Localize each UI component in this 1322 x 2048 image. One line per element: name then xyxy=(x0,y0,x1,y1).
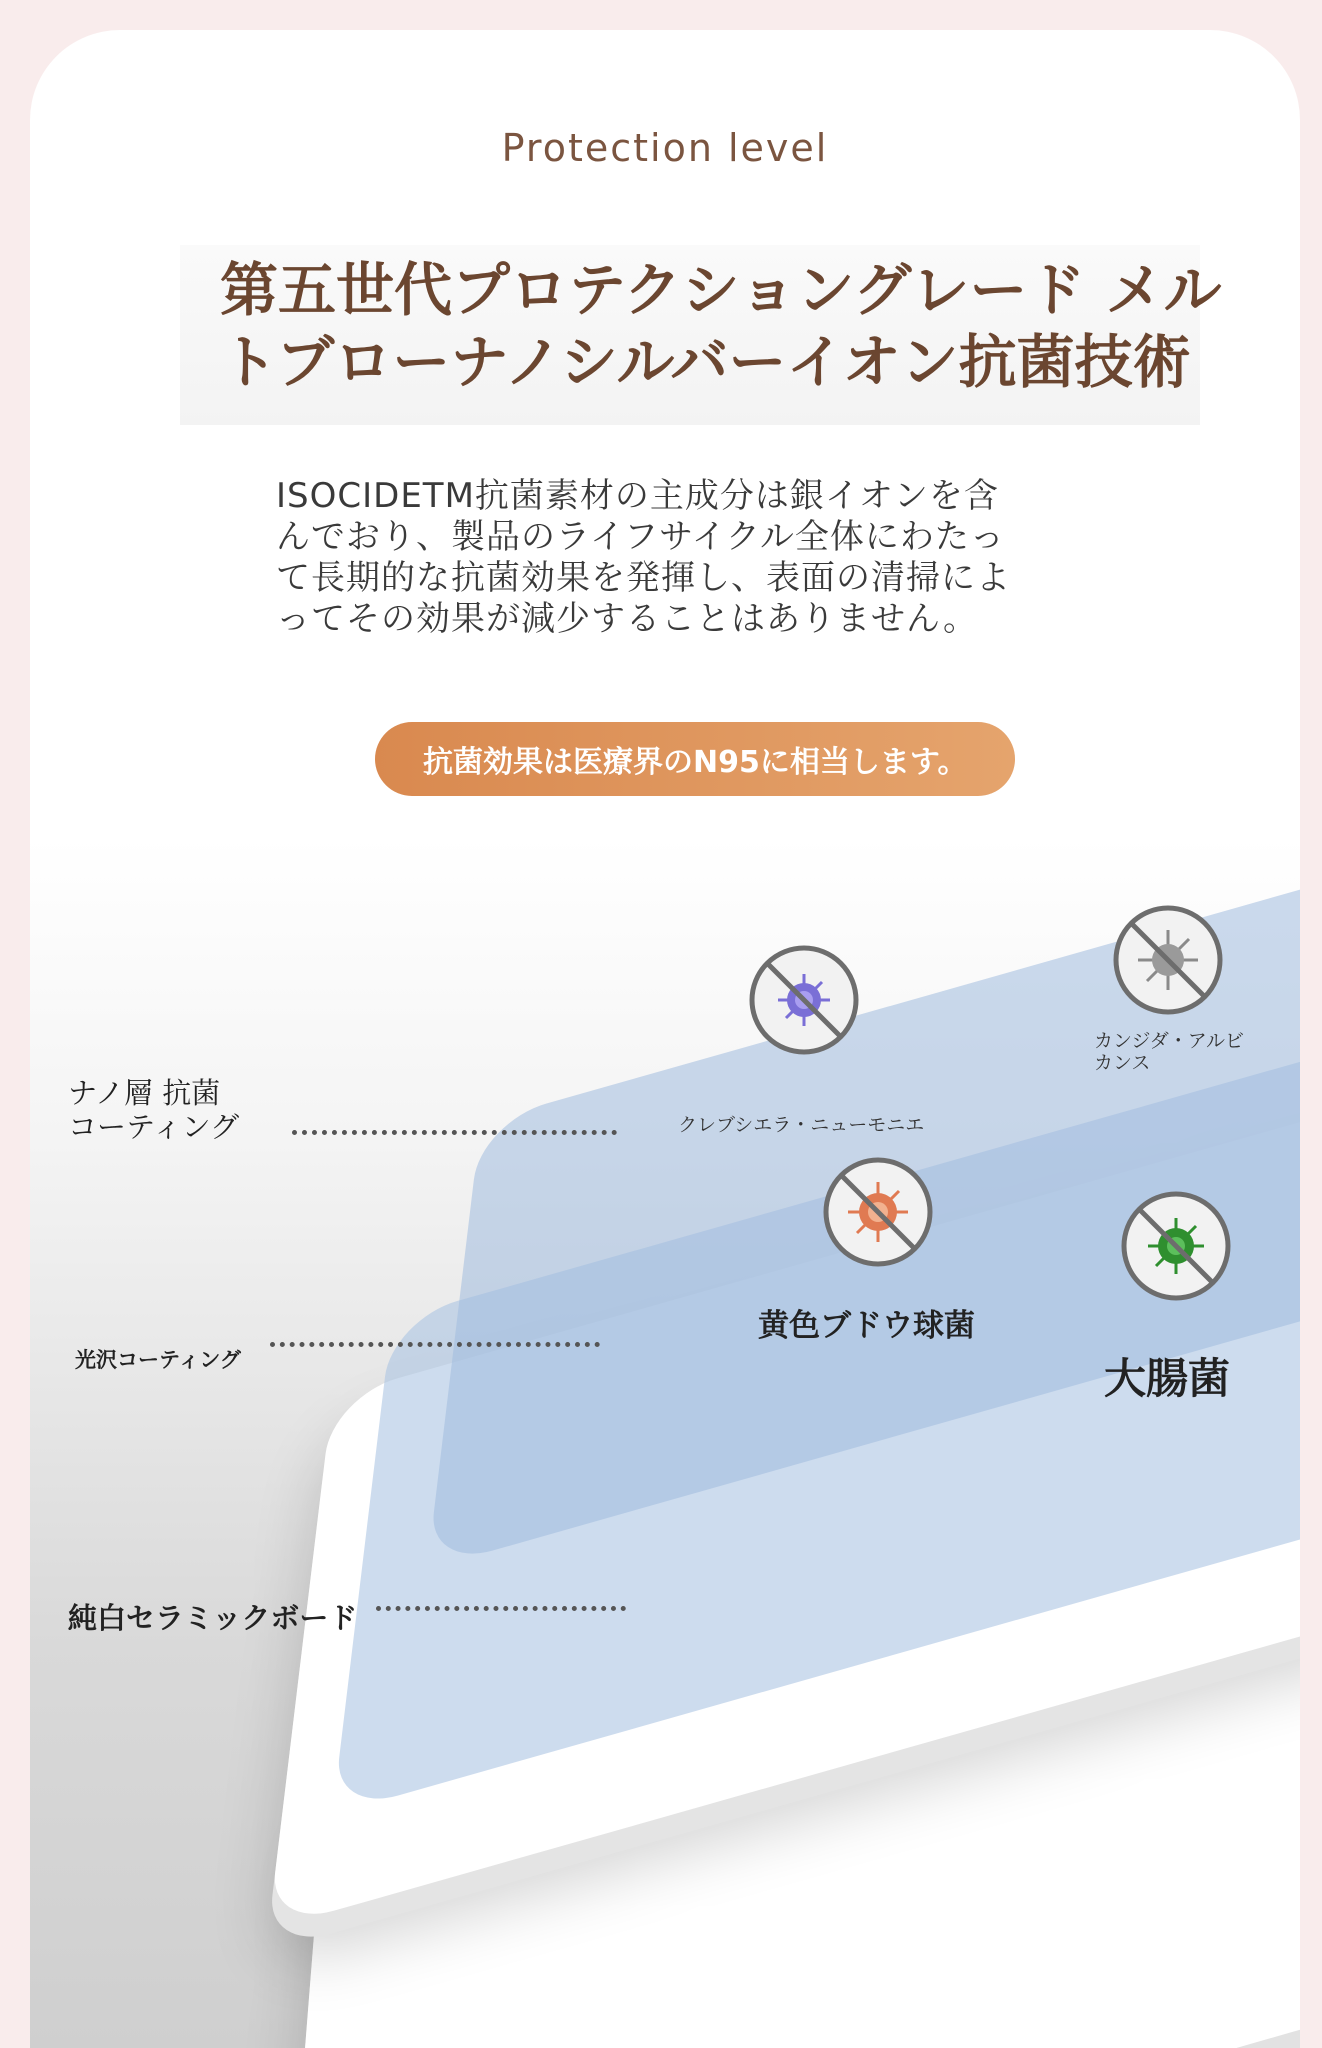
description-line-1: ISOCIDETM抗菌素材の主成分は銀イオンを含 xyxy=(276,476,999,516)
label-ceramic-board: 純白セラミックボード xyxy=(68,1601,358,1635)
caption-staphylococcus: 黄色ブドウ球菌 xyxy=(758,1308,975,1344)
n95-badge: 抗菌効果は医療界のN95に相当します。 xyxy=(375,722,1015,796)
candida-icon xyxy=(1112,904,1224,1016)
caption-candida-line-2: カンス xyxy=(1094,1052,1151,1074)
leader-glossy xyxy=(270,1342,600,1347)
leader-nano xyxy=(292,1130,617,1135)
caption-candida-line-1: カンジダ・アルビ xyxy=(1094,1030,1245,1052)
label-nano-line-1: ナノ層 抗菌 xyxy=(68,1076,221,1110)
caption-klebsiella: クレブシエラ・ニューモニエ xyxy=(678,1114,925,1136)
leader-ceramic xyxy=(376,1606,626,1611)
description-line-2: んでおり、製品のライフサイクル全体にわたっ xyxy=(276,517,1005,557)
label-nano-coating xyxy=(68,1076,239,1144)
caption-candida xyxy=(1094,1030,1244,1074)
page-title xyxy=(220,254,1230,398)
caption-ecoli: 大腸菌 xyxy=(1104,1354,1231,1403)
label-nano-line-2: コーティング xyxy=(68,1110,240,1144)
title-line-1: 第五世代プロテクショングレード メル xyxy=(220,256,1222,324)
description-line-4: ってその効果が減少することはありません。 xyxy=(276,599,979,639)
staphylococcus-icon xyxy=(822,1156,934,1268)
klebsiella-icon xyxy=(748,944,860,1056)
section-eyebrow: Protection level xyxy=(501,126,829,170)
description xyxy=(276,476,1116,640)
content-card xyxy=(30,30,1300,2048)
ecoli-icon xyxy=(1120,1190,1232,1302)
label-glossy-coating: 光沢コーティング xyxy=(75,1348,241,1372)
title-line-2: トブローナノシルバーイオン抗菌技術 xyxy=(220,328,1191,396)
description-line-3: て長期的な抗菌効果を発揮し、表面の清掃によ xyxy=(276,558,1011,598)
